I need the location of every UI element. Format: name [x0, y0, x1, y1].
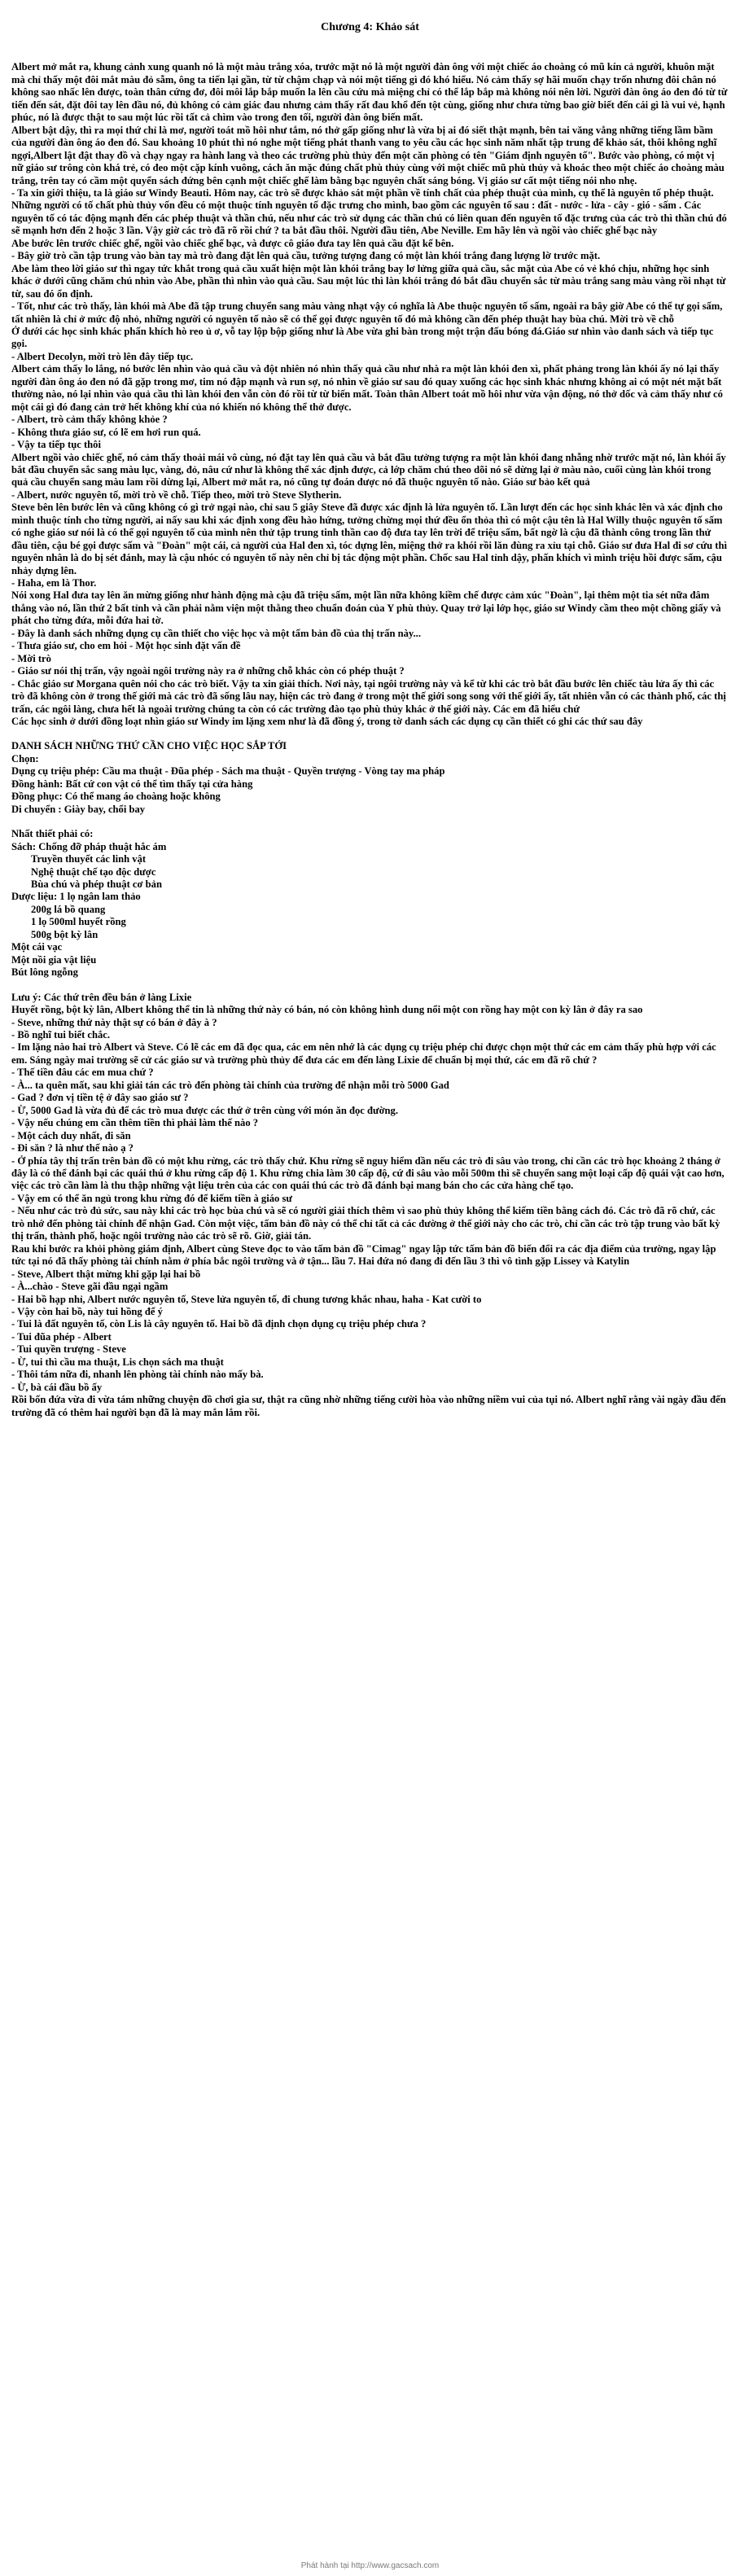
story-paragraph: - Mời trò: [11, 652, 51, 664]
story-paragraph: - Thưa giáo sư, cho em hỏi - Một học sinh đặt vấn đề: [11, 640, 241, 652]
list-heading: DANH SÁCH NHỮNG THỨ CẦN CHO VIỆC HỌC SẮP TỚI: [11, 740, 287, 752]
story-paragraph: - Chắc giáo sư Morgana quên nói cho các trò biết. Vậy ta xin giải thích. Nơi này, tại ngôi trường này và kể từ khi các trò bắt đầu bước lên chiếc tàu lửa ấy thì các trò đã không còn ở trong thế giới mà các trò đã sống lâu nay, hiện các trò đang ở trong một thế giới song song với thế giới ấy, tất nhiên vẫn có các thành phố, các thị trấn, các ngôi làng, chưa hết là ngoài trường chúng ta còn có các trường đào tạo phù thủy khác ở thế giới này. Các em đã hiểu chứ: [11, 677, 726, 715]
note-paragraph: - Bồ nghĩ tui biết chắc.: [11, 1028, 111, 1040]
potions-label: Dược liệu: 1 lọ ngân lam thảo: [11, 891, 141, 903]
book-item: Nghệ thuật chế tạo độc dược: [31, 865, 156, 878]
story-paragraph: Ở dưới các học sinh khác phấn khích hò reo ủ ơ, vỗ tay lộp bộp giống như là Abe vừa ghi bàn trong một trận đấu bóng đá.Giáo sư nhìn vào danh sách và tiếp tục gọi.: [11, 325, 714, 350]
story-paragraph: Nói xong Hal đưa tay lên ăn mừng giống như hành động mà cậu đã triệu sấm, một lần nữa không kiềm chế được cảm xúc "Đoàn", lại thêm một tia sét nữa đâm thẳng vào nó, lần thứ 2 bất tỉnh và cần phải nằm viện một thằng theo chuẩn đoán của Y phù thủy. Quay trở lại lớp học, giáo sư Windy cầm theo một chồng giấy và phát cho từng đứa, mỗi đứa hai tờ.: [11, 589, 721, 627]
potions-list: [11, 904, 729, 941]
note-paragraph: - À...chào - Steve gãi đầu ngại ngầm: [11, 1281, 169, 1293]
potion-item: 500g bột kỳ lân: [31, 928, 99, 940]
note-paragraph: - Thế tiền đâu các em mua chứ ?: [11, 1067, 154, 1079]
extra-item: Một cái vạc: [11, 941, 63, 953]
note-paragraph: Rồi bốn đứa vừa đi vừa tám những chuyện đồ chơi gia sư, thật ra cũng nhờ những tiếng cười hòa vào những niềm vui của tụi nó. Albert nghĩ rằng vài ngày đầu đến trường đã có thêm hai người bạn đã là may mắn lắm rồi.: [11, 1394, 726, 1418]
note-paragraph: - Một cách duy nhất, đi săn: [11, 1129, 131, 1141]
story-paragraph: - Albert, nước nguyên tố, mời trò về chỗ. Tiếp theo, mời trò Steve Slytherin.: [11, 488, 342, 501]
story-paragraph: Albert ngồi vào chiếc ghế, nó cảm thấy thoải mái vô cùng, nó đặt tay lên quả cầu và bắt đầu tưởng tượng ra một làn khói đang nhẫng nhờ trước mặt nó, làn khói ấy bắt đầu chuyển sắc sang màu lục, vàng, đỏ, nâu cứ như là không thể xác định được, cả lớp chăm chú theo dõi nó sẽ dừng lại ở màu nào, cuối cùng làn khói trong quả cầu chuyển sang màu lam rồi dừng lại, Albert mở mắt ra, nó cũng tự đoán được nó đã thuộc nguyên tố nào. Giáo sư bảo kết quả: [11, 451, 726, 488]
note-section: [11, 992, 729, 1419]
note-paragraph: - Ừ, 5000 Gad là vừa đủ để các trò mua được các thứ ở trên cùng với món ăn đọc đường.: [11, 1104, 399, 1116]
book-item: Truyền thuyết các linh vật: [31, 853, 147, 865]
story-paragraph: - Không thưa giáo sư, có lẽ em hơi run quá.: [11, 426, 201, 438]
books-list: [11, 853, 729, 891]
story-paragraph: - Haha, em là Thor.: [11, 577, 97, 589]
story-paragraph: Abe làm theo lời giáo sư thì ngay tức khắt trong quả cầu xuất hiện một làn khói trắng bay lơ lửng giữa quả cầu, sắc mặt của Abe có vẻ khó chịu, những học sinh khác ở dưới cũng chăm chú nhìn vào Abe, phần thì nhìn vào quả cầu. Sau một lúc thì làn khói trắng đó bắt đầu chuyển sắc từ màu trắng sang màu vàng rồi nhạt từ từ, sau đó ổn định.: [11, 262, 726, 300]
note-paragraph: - Ừ, bà cái đầu bồ ấy: [11, 1381, 103, 1393]
note-paragraph: - Im lặng nào hai trò Albert và Steve. Có lẽ các em đã đọc qua, các em nên nhớ là các dụng cụ triệu phép chỉ được chọn một thứ các em cảm thấy phù hợp với các em. Sáng ngày mai trường sẽ cử các giáo sư và trường phù thủy để đưa các em đến làng Lixie để chuẩn bị mọi thứ, các em đã rõ chứ ?: [11, 1041, 716, 1066]
note-paragraph: Lưu ý: Các thứ trên đều bán ở làng Lixie: [11, 991, 192, 1003]
story-paragraph: - Bây giờ trò cần tập trung vào bàn tay mà trò đang đặt lên quả cầu, tưởng tượng đang có một làn khói trắng đang lượng lờ trước mặt.: [11, 250, 601, 262]
choose-item: Đồng hành: Bất cứ con vật có thể tìm thấy tại cửa hàng: [11, 778, 253, 790]
extra-item: Bút lông ngỗng: [11, 966, 78, 979]
note-paragraph: - Tui là đất nguyên tố, còn Lis là cây nguyên tố. Hai bồ đã định chọn dụng cụ triệu phép chưa ?: [11, 1318, 427, 1330]
choose-item: Dụng cụ triệu phép: Cầu ma thuật - Đũa phép - Sách ma thuật - Quyền trượng - Vòng tay ma pháp: [11, 765, 445, 778]
choose-item: Di chuyển : Giày bay, chổi bay: [11, 803, 146, 815]
note-paragraph: - Steve, Albert thật mừng khi gặp lại hai bồ: [11, 1268, 201, 1280]
extras-list: [11, 941, 729, 979]
note-paragraph: - Nếu như các trò đủ sức, sau này khi các trò học bùa chú và sẽ có người giải thích thêm vì sao phù thủy không thể kiếm tiền bằng cách đó. Các trò đã rõ chứ, các trò nhớ đến phòng tài chính để nhận Gad. Còn một việc, tấm bản đồ này có thể chỉ tất cả các đường ở thế giới này cho các trò, chỉ cần các trò tập trung vào bất kỳ thị trấn, thành phố, hoặc ngôi trường nào các trò sẽ rõ. Giờ, giải tán.: [11, 1205, 720, 1242]
story-paragraph: - Albert Decolyn, mời trò lên đây tiếp tục.: [11, 350, 194, 362]
note-paragraph: Rau khi bước ra khỏi phòng giám định, Albert cùng Steve đọc to vào tấm bản đồ "Cimag" ngay lập tức tấm bản đồ biến đổi ra các địa điểm của trường, ngay lập tức tại nó đã thấy phòng tài chính nằm ở phía bắc ngôi trường và ở tận... lầu 7. Hai đứa nó đang đi đến lầu 3 thì vô tình gặp Lissey và Katylin: [11, 1242, 716, 1268]
story-paragraph: - Albert, trò cảm thấy không khỏe ?: [11, 414, 168, 426]
story-paragraph: Albert cảm thấy lo lắng, nó bước lên nhìn vào quả cầu và đột nhiên nó nhìn thấy quả cầu như nhà ra một làn khói đen xì, phất phảng trong làn khói ấy nó lại thấy người đàn ông áo đen nó đã gặp trong mơ, tim nó đập mạnh và run sợ, nó nhìn về giáo sư sau đó quay xuống các học sinh khác nhưng không ai có một nét mặt bất thường nào, nó lại nhìn vào quả cầu thì làn khói đen vẫn còn đó rồi từ từ biến mất. Toàn thân Albert toát mồ hôi như vừa vận động, nó thở dốc và cảm thấy như có một cái gì đó đang cản trở hết không khí của nó khiến nó không thể thở được.: [11, 363, 723, 413]
story-paragraph: Abe bước lên trước chiếc ghế, ngồi vào chiếc ghế bạc, và được cô giáo đưa tay lên quả cầu đặt kế bên.: [11, 237, 454, 249]
story-section: [11, 61, 729, 728]
story-paragraph: - Vậy ta tiếp tục thôi: [11, 439, 101, 451]
potion-item: 1 lọ 500ml huyết rồng: [31, 916, 126, 928]
story-paragraph: Albert bật dậy, thì ra mọi thứ chỉ là mơ, người toát mồ hôi như tắm, nó thở gấp giống như là vừa bị ai đó siết thật mạnh, bên tai văng vẳng những tiếng lầm bầm của người đàn ông áo đen đó. Sau khoảng 10 phút thì nó nghe một tiếng phát thanh vang to yêu cầu các học sinh năm nhất tập trung để khảo sát, thôi không nghĩ ngợi,Albert lật đật thay đồ và chạy ngay ra hành lang và theo các trường phù thủy đến một căn phòng có tên "Giám định nguyên tố". Bước vào phòng, có một vị nữ giáo sư trông còn khá trẻ, có đeo một cặp kính vuông, cách ăn mặc đúng chất phù thủy cùng với một chiếc mũ phù thủy và khoác theo một chiếc áo choàng màu trắng, trên tay có cầm một quyển sách đứng bên cạnh một chiếc ghế làm bằng bạc nguyên chất sáng bóng. Vị giáo sư cất một tiếng nói nho nhẹ.: [11, 124, 725, 186]
note-paragraph: - Vậy em có thể ăn ngủ trong khu rừng đó để kiếm tiền à giáo sư: [11, 1192, 292, 1204]
note-paragraph: - Steve, những thứ này thật sự có bán ở đây à ?: [11, 1016, 217, 1028]
note-paragraph: - Hai bồ hạp nhỉ, Albert nước nguyên tố, Steve lửa nguyên tố, đi chung tương khắc nhau, haha - Kat cười to: [11, 1293, 482, 1305]
book-item: Bùa chú và phép thuật cơ bản: [31, 878, 162, 890]
choose-item: Đồng phục: Có thể mang áo choàng hoặc không: [11, 791, 221, 803]
note-paragraph: - Vậy còn hai bồ, này tui hồng để ý: [11, 1305, 163, 1317]
note-paragraph: - Tui quyền trượng - Steve: [11, 1343, 126, 1356]
story-paragraph: Các học sinh ở dưới đồng loạt nhìn giáo sư Windy im lặng xem như là đã đồng ý, trong tờ danh sách các dụng cụ cần thiết có ghi các thứ sau đây: [11, 716, 643, 728]
note-paragraph: - Ừ, tui thì cầu ma thuật, Lis chọn sách ma thuật: [11, 1356, 224, 1368]
choose-list: [11, 765, 729, 816]
books-label: Sách: Chống đỡ pháp thuật hắc ám: [11, 840, 167, 852]
note-paragraph: Huyết rồng, bột kỳ lân, Albert không thể tin là những thứ này có bán, nó còn không hình dung nổi một con rồng hay một con kỳ lân ở đây ra sao: [11, 1004, 643, 1016]
story-paragraph: Steve bên lên bước lên và cũng không có gì trở ngại nào, chỉ sau 5 giây Steve đã được xác định là lửa nguyên tố. Lần lượt đến các học sinh khác lên và xác định cho mình thuộc tính cho từng người, ai nấy sau khi xác định xong đều hào hứng, tưởng chừng mọi thứ đều ổn thỏa thì có một cậu tên là Hal Willy thuộc nguyên tố sấm có nghe giáo sư nói là có thể gọi nguyên tố của mình nên thử tập trung tinh thần cao độ đưa tay lên trời để triệu sấm, bất ngờ là cậu đã thành công trong lần thử đầu tiên, cậu bé gọi được sấm và "Đoàn" một cái, cả người của Hal đen xì, tóc dựng lên, miệng thở ra khói rồi lăn đùng ra xỉu tại chỗ. Giáo sư đưa Hal đi sơ cứu thì nguyên nhân là do bị sét đánh, may là cậu nhóc có nguyên tố này nên chỉ bị tác động một phần. Chốc sau Hal tỉnh dậy, phấn khích vì mình triệu hồi được sấm, cậu nhảy dựng lên.: [11, 502, 727, 576]
potion-item: 200g lá bồ quang: [31, 903, 106, 915]
note-paragraph: - Tui đũa phép - Albert: [11, 1330, 112, 1343]
story-paragraph: - Đây là danh sách những dụng cụ cần thiết cho việc học và một tấm bản đồ của thị trấn này...: [11, 627, 421, 639]
note-paragraph: - Đi săn ? là như thế nào ạ ?: [11, 1142, 134, 1154]
note-paragraph: - Ở phía tây thị trấn trên bản đồ có một khu rừng, các trò thấy chứ. Khu rừng sẽ nguy hiểm dần nếu các trò đi sâu vào trong, chỉ cần các trò học khoảng 2 tháng ở đây là có thể đánh bại các quái thú ở khu rừng cấp độ 1. Khu rừng chia làm 30 cấp độ, cứ đi sâu vào mỗi 500m thì sẽ chuyển sang một loại cấp độ quái vật cao hơn, việc các trò cần làm là thu thập những vật liệu trên của các con quái thú các trò đã đánh bại mang bán cho các cửa hàng chế tạo.: [11, 1154, 725, 1192]
choose-label: Chọn:: [11, 752, 39, 764]
story-paragraph: Albert mở mắt ra, khung cảnh xung quanh nó là một màu trắng xóa, trước mặt nó là một người đàn ông với một chiếc áo choàng có mũ kín cả người, khuôn mặt mà chỉ thấy một đôi mắt màu đỏ sẫm, ông ta tiến lại gần, từ từ chậm chạp và nói một tiếng gì đó khó hiểu. Nó cảm thấy sợ hãi muốn chạy trốn nhưng đôi chân nó không sao nhấc lên được, toàn thân cứng đơ, đôi môi lắp bắp muốn la lên cầu cứu mà miệng chỉ có thể lắp bắp mà không nói nên lời. Người đàn ông áo đen đó từ từ tiến đến sát, đặt đôi tay lên đầu nó, đủ không có cảm giác đau nhưng cảm thấy rất đau khổ đến tột cùng, giống như chưa từng bao giờ biết đến cái gì là vui vẻ, hạnh phúc, nó là được thật to sau một lúc rồi tất cả chìm vào trong đen tối, người đàn ông biến mất.: [11, 61, 728, 124]
required-label: Nhất thiết phải có:: [11, 828, 94, 840]
story-paragraph: - Ta xin giới thiệu, ta là giáo sư Windy Beauti. Hôm nay, các trò sẽ được khảo sát một phần về tính chất của phép thuật của mình, cụ thể là nguyên tố phép thuật. Những người có tố chất phù thủy vốn đều có một thuộc tính nguyên tố đặc trưng cho mình, bao gồm các nguyên tố sau : đất - nước - lửa - cây - gió - sấm . Các nguyên tố có tác động mạnh đến các phép thuật và thần chú, nếu như các trò sử dụng các thần chú có liên quan đến nguyên tố đặc trưng của các trò thì thần chú đó sẽ mạnh hơn đến 2 hoặc 3 lần. Vậy giờ các trò đã rõ rồi chứ ? ta bắt đầu thôi. Người đầu tiên, Abe Neville. Em hãy lên và ngồi vào chiếc ghế bạc này: [11, 186, 727, 237]
note-paragraph: - Thôi tám nữa đi, nhanh lên phòng tài chính nào mấy bà.: [11, 1369, 264, 1381]
note-paragraph: - Gad ? đơn vị tiền tệ ở đây sao giáo sư ?: [11, 1092, 189, 1104]
page-footer: Phát hành tại http://www.gacsach.com: [300, 2561, 440, 2570]
chapter-title: Chương 4: Khảo sát: [321, 21, 419, 33]
note-paragraph: - À... ta quên mất, sau khi giải tán các trò đến phòng tài chính của trường để nhận mỗi trò 5000 Gad: [11, 1079, 449, 1091]
story-paragraph: - Tốt, như các trò thấy, làn khói mà Abe đã tập trung chuyển sang màu vàng nhạt vậy có nghĩa là Abe thuộc nguyên tố sấm, ngoài ra bây giờ Abe có thể tự gọi sấm, tất nhiên là chỉ ở mức độ nhỏ, những người có nguyên tố nào sẽ có thể gọi được nguyên tố đó mà không cần đến phép thuật hay bùa chú. Mời trò về chỗ: [11, 300, 723, 325]
extra-item: Một nồi gia vật liệu: [11, 953, 97, 966]
story-paragraph: - Giáo sư nói thị trấn, vậy ngoài ngôi trường này ra ở những chỗ khác còn có phép thuật ?: [11, 665, 405, 677]
note-paragraph: - Vậy nếu chúng em cần thêm tiền thì phải làm thế nào ?: [11, 1117, 259, 1129]
